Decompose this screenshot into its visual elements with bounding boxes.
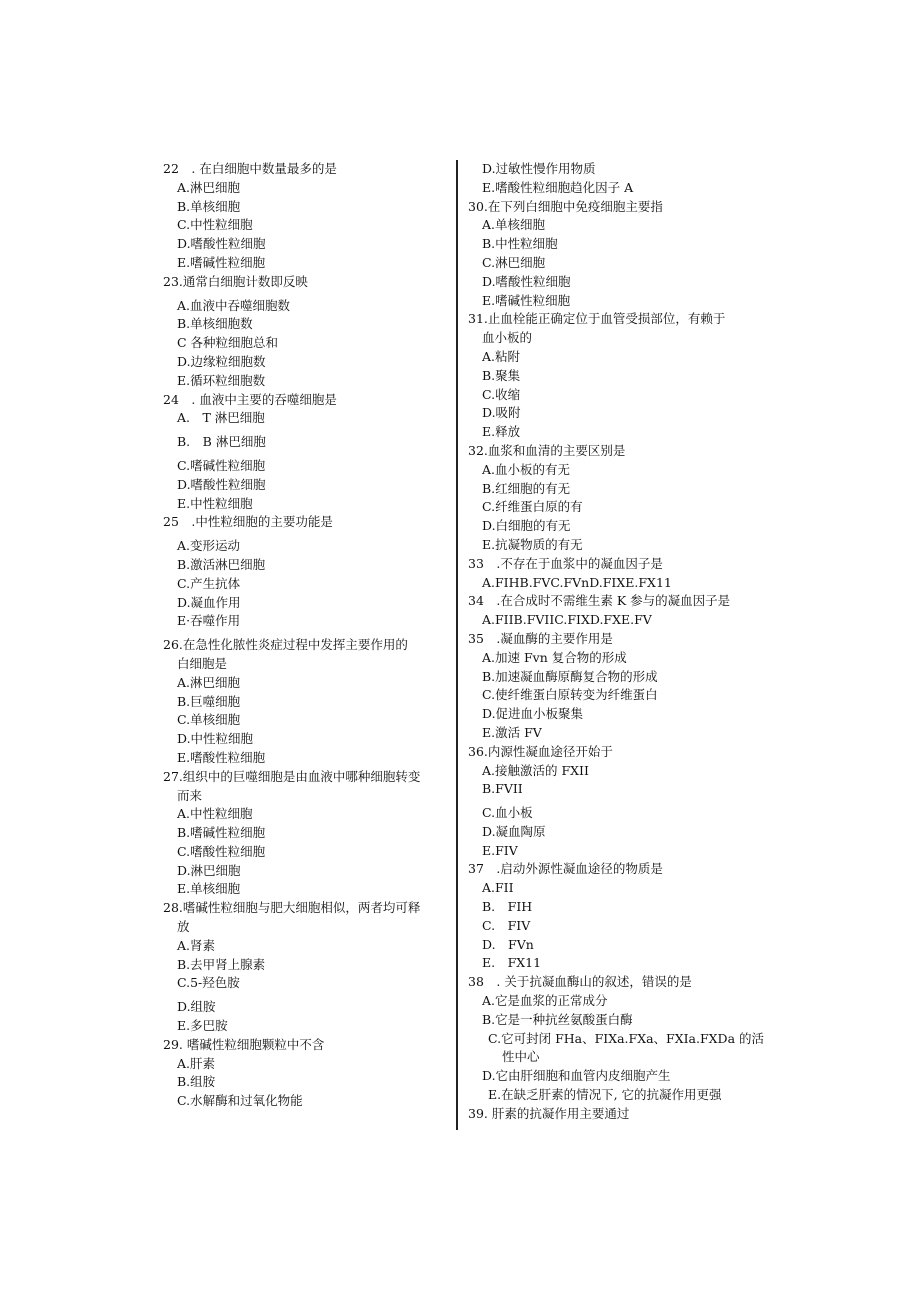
answer-option: D.嗜酸性粒细胞 <box>482 273 571 289</box>
question-text: 26.在急性化脓性炎症过程中发挥主要作用的 <box>163 637 408 653</box>
answer-option: E.嗜酸性粒细胞趋化因子 A <box>482 179 634 195</box>
answer-option: C.5-羟色胺 <box>177 975 240 991</box>
answer-option: B.嗜碱性粒细胞 <box>177 825 266 841</box>
answer-option: D.凝血陶原 <box>482 823 546 839</box>
answer-option: C.血小板 <box>482 805 533 821</box>
answer-option: A.接触激活的 FXII <box>482 762 589 778</box>
answer-option: C.它可封闭 FHa、FIXa.FXa、FXIa.FXDa 的活 <box>488 1030 765 1046</box>
answer-option: D.嗜酸性粒细胞 <box>177 236 266 252</box>
answer-option: C.使纤维蛋白原转变为纤维蛋白 <box>482 687 658 703</box>
question-text: 28.嗜碱性粒细胞与肥大细胞相似，两者均可释 <box>163 900 421 916</box>
answer-option: A. T 淋巴细胞 <box>177 410 265 426</box>
answer-option: B.中性粒细胞 <box>482 236 558 252</box>
question-text: 37 .启动外源性凝血途径的物质是 <box>468 861 663 877</box>
answer-option: C.纤维蛋白原的有 <box>482 499 583 515</box>
answer-option: E.循环粒细胞数 <box>177 372 266 388</box>
answer-option: D.中性粒细胞 <box>177 731 254 747</box>
question-text: 34 .在合成时不需维生素 K 参与的凝血因子是 <box>468 593 731 609</box>
question-text: 27.组织中的巨噬细胞是由血液中哪种细胞转变 <box>163 768 421 784</box>
answer-option: E.激活 FV <box>482 724 542 740</box>
answer-option: A.FIIB.FVIIC.FIXD.FXE.FV <box>482 612 652 628</box>
question-text: 29. 嗜碱性粒细胞颗粒中不含 <box>163 1036 325 1052</box>
question-text: 22 . 在白细胞中数量最多的是 <box>163 161 337 176</box>
answer-option: E.嗜碱性粒细胞 <box>177 254 266 270</box>
question-text: 23.通常白细胞计数即反映 <box>163 273 308 289</box>
answer-option: B.它是一种抗丝氨酸蛋白酶 <box>482 1011 633 1027</box>
question-text: 38 . 关于抗凝血酶山的叙述，错误的是 <box>468 974 692 990</box>
answer-option: A.血小板的有无 <box>482 461 571 477</box>
answer-option: A.血液中吞噬细胞数 <box>177 297 291 313</box>
question-text: 35 .凝血酶的主要作用是 <box>468 630 613 646</box>
answer-option: D. FVn <box>482 936 534 952</box>
answer-option: C.单核细胞 <box>177 712 241 728</box>
answer-option: E.FIV <box>482 842 518 858</box>
column-divider <box>456 160 458 1130</box>
answer-option: A.肝素 <box>177 1055 216 1071</box>
question-text-continued: 白细胞是 <box>177 655 228 671</box>
answer-option: C.水解酶和过氧化物能 <box>177 1093 303 1109</box>
answer-option: B.单核细胞数 <box>177 316 253 332</box>
question-text-continued: 而来 <box>177 787 203 803</box>
answer-option: A.肾素 <box>177 937 216 953</box>
answer-option: B.红细胞的有无 <box>482 480 571 496</box>
answer-option: D.淋巴细胞 <box>177 862 241 878</box>
answer-option: D.白细胞的有无 <box>482 518 571 534</box>
question-text: 32.血浆和血清的主要区别是 <box>468 442 626 458</box>
answer-option: D.促进血小板聚集 <box>482 706 584 722</box>
answer-option: B. FIH <box>482 899 533 915</box>
answer-option: E. FX11 <box>482 955 542 971</box>
answer-option: A.淋巴细胞 <box>177 179 241 195</box>
answer-option: C. FIV <box>482 917 531 933</box>
answer-option: E.嗜碱性粒细胞 <box>482 292 571 308</box>
answer-option: A.中性粒细胞 <box>177 806 253 822</box>
answer-option: A.粘附 <box>482 348 521 364</box>
question-text: 33 .不存在于血浆中的凝血因子是 <box>468 555 663 571</box>
answer-option: B.单核细胞 <box>177 198 241 214</box>
answer-option: A.变形运动 <box>177 538 241 554</box>
left-column <box>163 160 451 1111</box>
answer-option: E·吞噬作用 <box>177 613 241 629</box>
question-text: 24 . 血液中主要的吞噬细胞是 <box>163 391 337 407</box>
answer-option: B. B 淋巴细胞 <box>177 434 266 450</box>
answer-option: A.淋巴细胞 <box>177 674 241 690</box>
answer-option: E.多巴胺 <box>177 1018 228 1034</box>
answer-option: E.释放 <box>482 424 521 440</box>
answer-option: B.巨噬细胞 <box>177 693 241 709</box>
answer-option: C 各种粒细胞总和 <box>177 335 279 351</box>
answer-option: B.加速凝血酶原酶复合物的形成 <box>482 668 658 684</box>
answer-option: D.凝血作用 <box>177 594 241 610</box>
answer-option: E.在缺乏肝素的情况下, 它的抗凝作用更强 <box>488 1087 722 1103</box>
answer-option: D.嗜酸性粒细胞 <box>177 476 266 492</box>
answer-option: A.FII <box>482 880 514 896</box>
answer-option: E.单核细胞 <box>177 881 241 897</box>
answer-option: D.吸附 <box>482 405 521 421</box>
question-text: 30.在下列白细胞中免疫细胞主要指 <box>468 198 663 214</box>
answer-option: C.中性粒细胞 <box>177 217 253 233</box>
answer-option: B.去甲肾上腺素 <box>177 956 266 972</box>
answer-option: E.抗凝物质的有无 <box>482 536 583 552</box>
question-text-continued: 放 <box>177 919 190 935</box>
answer-option: A.单核细胞 <box>482 217 546 233</box>
question-text-continued: 血小板的 <box>482 330 533 346</box>
answer-option: D.它由肝细胞和血管内皮细胞产生 <box>482 1068 671 1084</box>
answer-option: C.收缩 <box>482 386 521 402</box>
question-text: 25 .中性粒细胞的主要功能是 <box>163 514 333 530</box>
question-text-continued: 性中心 <box>502 1049 540 1065</box>
answer-option: B.激活淋巴细胞 <box>177 556 266 572</box>
answer-option: E.中性粒细胞 <box>177 495 253 511</box>
answer-option: A.FIHB.FVC.FVnD.FIXE.FX11 <box>482 574 672 590</box>
answer-option: B.FVII <box>482 781 523 797</box>
question-text: 31.止血栓能正确定位于血管受损部位，有赖于 <box>468 311 726 327</box>
answer-option: C.嗜酸性粒细胞 <box>177 843 266 859</box>
answer-option: C.产生抗体 <box>177 575 241 591</box>
answer-option: B.组胺 <box>177 1074 216 1090</box>
answer-option: D.过敏性慢作用物质 <box>482 161 596 176</box>
answer-option: B.聚集 <box>482 367 521 383</box>
answer-option: D.组胺 <box>177 999 216 1015</box>
answer-option: A.加速 Fvn 复合物的形成 <box>482 649 627 665</box>
answer-option: D.边缘粒细胞数 <box>177 353 266 369</box>
answer-option: A.它是血浆的正常成分 <box>482 993 608 1009</box>
question-text: 36.内源性凝血途径开始于 <box>468 743 613 759</box>
question-text: 39. 肝素的抗凝作用主要通过 <box>468 1105 630 1121</box>
answer-option: C.嗜碱性粒细胞 <box>177 457 266 473</box>
answer-option: C.淋巴细胞 <box>482 254 546 270</box>
answer-option: E.嗜酸性粒细胞 <box>177 749 266 765</box>
right-column <box>468 160 768 1124</box>
